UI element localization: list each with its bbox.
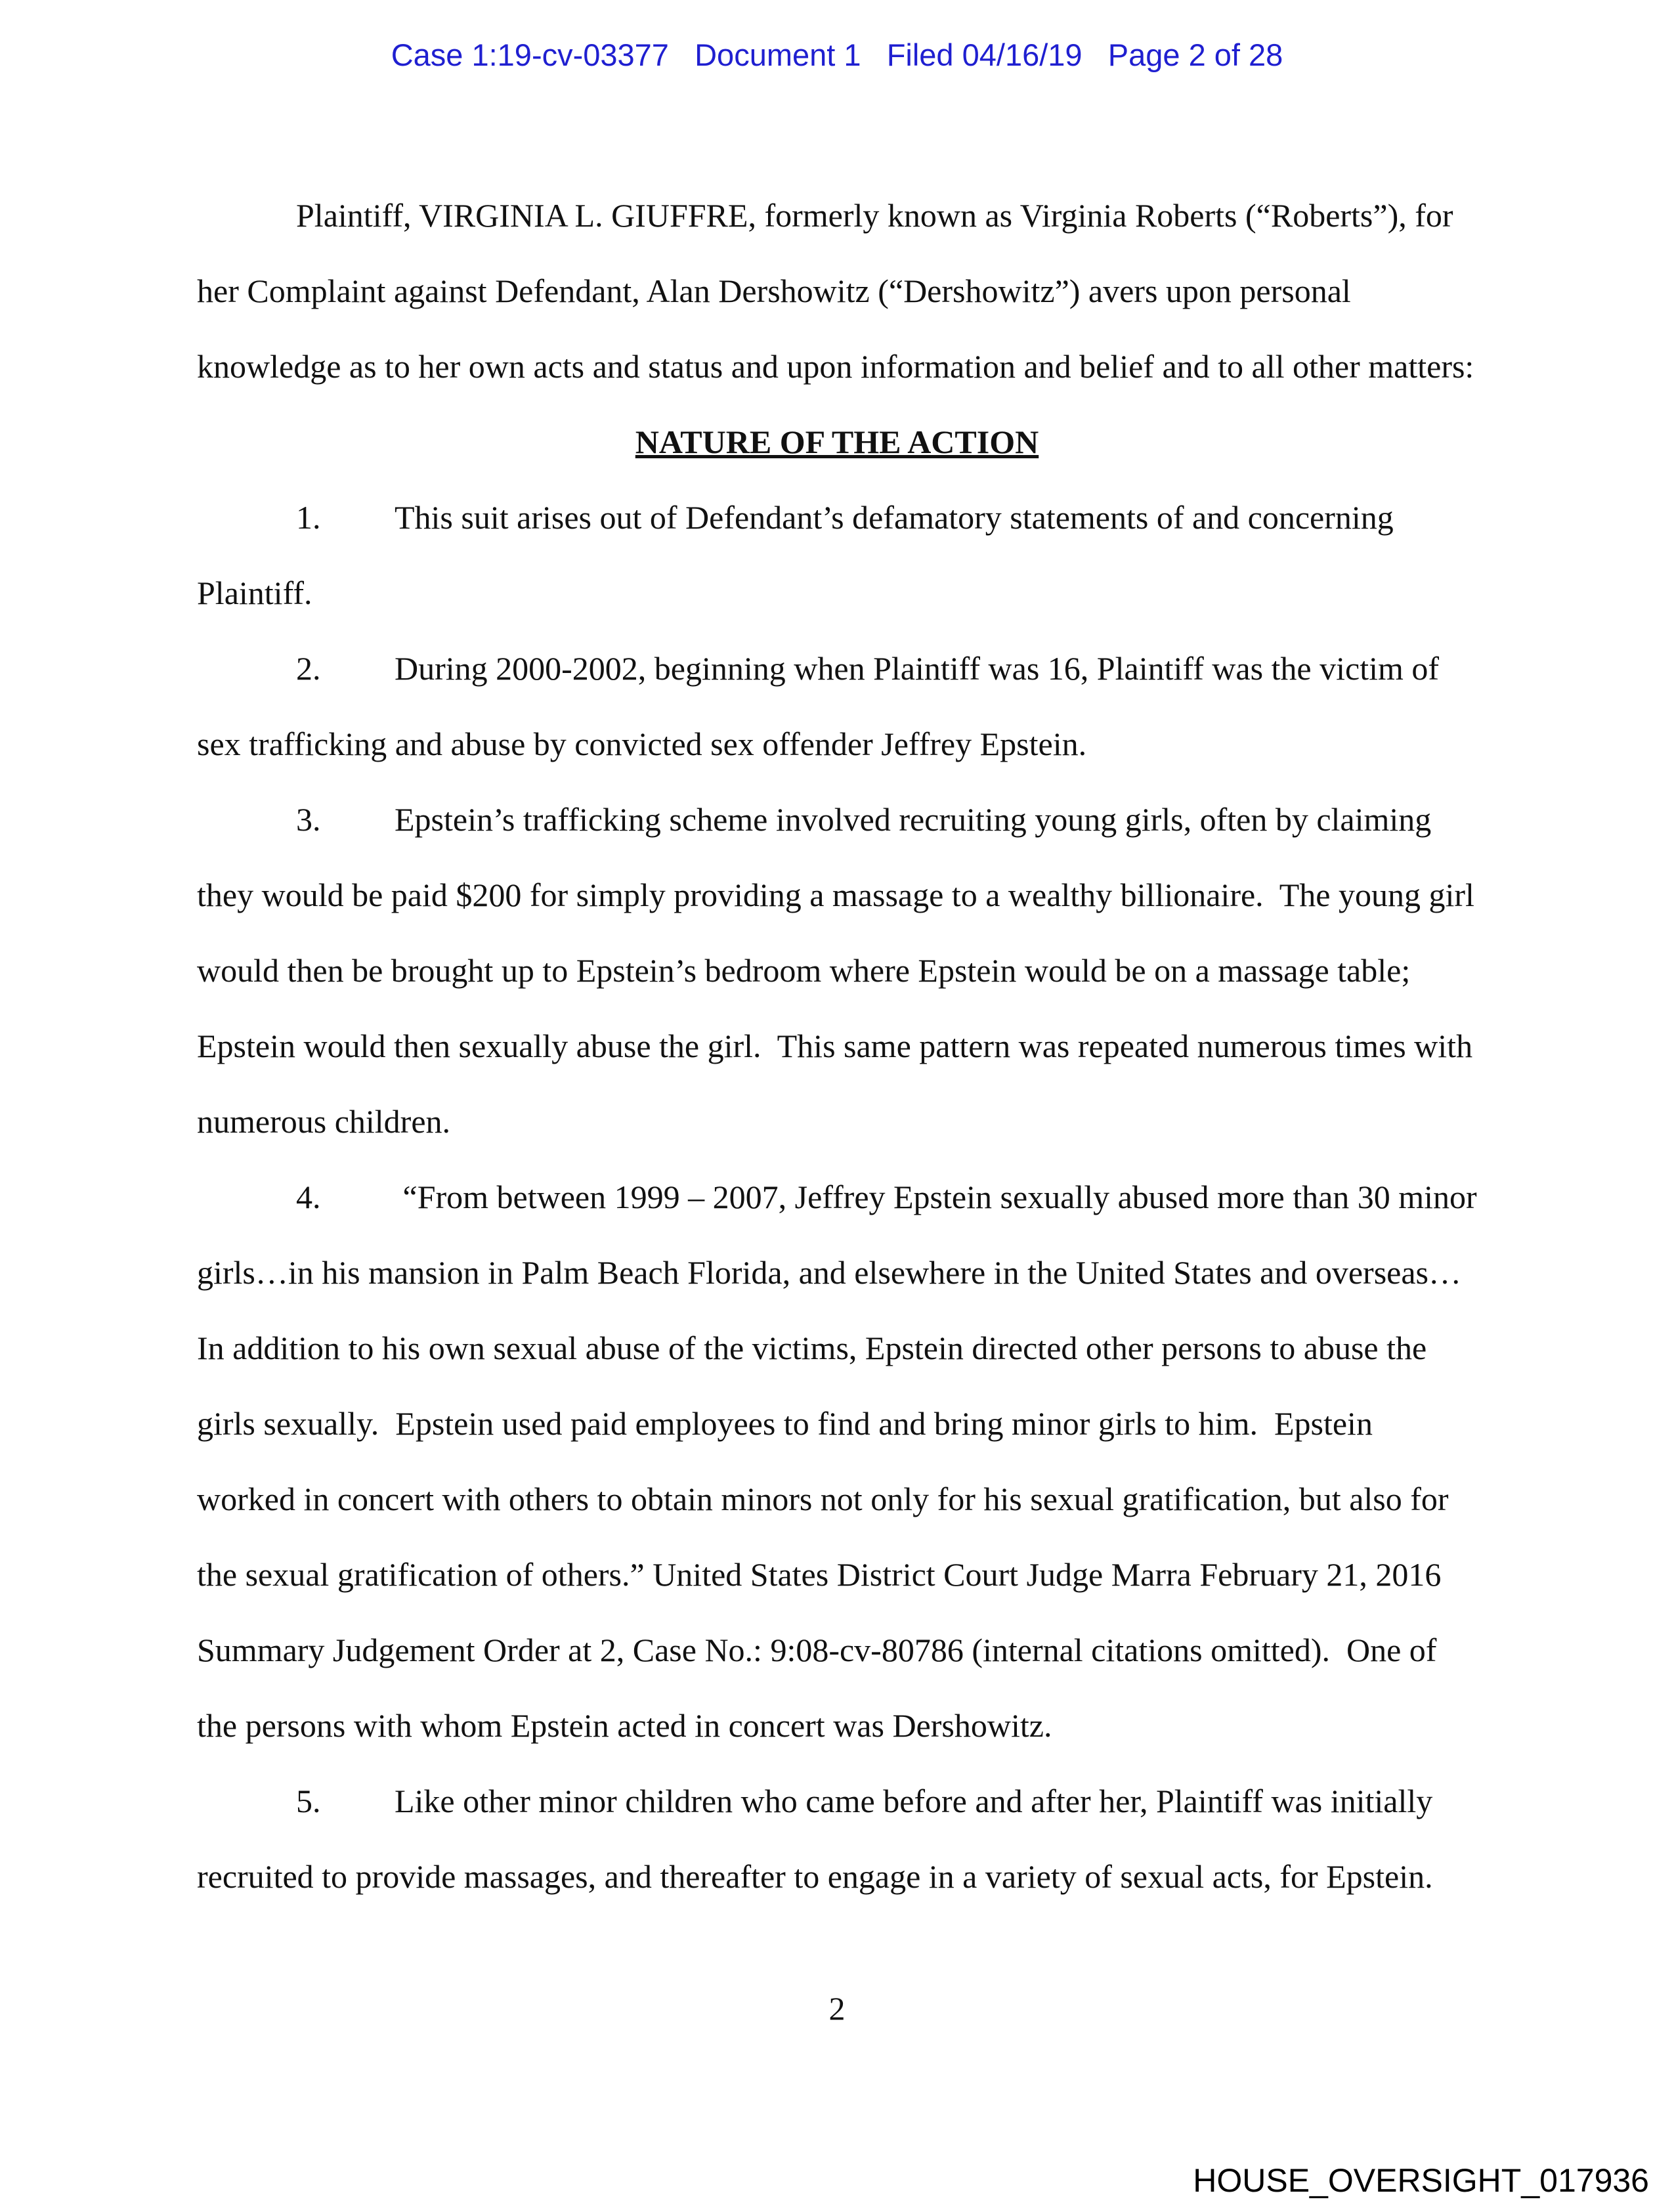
paragraph-line: Plaintiff.: [197, 575, 312, 611]
paragraph-line: This suit arises out of Defendant’s defamatory statements of and concerning: [395, 499, 1394, 536]
bates-number: HOUSE_OVERSIGHT_017936: [1193, 2162, 1649, 2199]
intro-line: her Complaint against Defendant, Alan Dershowitz (“Dershowitz”) avers upon personal: [197, 272, 1351, 309]
paragraph-line: Like other minor children who came before and after her, Plaintiff was initially: [395, 1783, 1433, 1819]
paragraph-line: Epstein’s trafficking scheme involved recruiting young girls, often by claiming: [395, 801, 1432, 838]
paragraph-number: 5.: [296, 1783, 321, 1819]
paragraph-line: would then be brought up to Epstein’s bedroom where Epstein would be on a massage table;: [197, 952, 1411, 989]
paragraph-line: girls…in his mansion in Palm Beach Florida, and elsewhere in the United States and overseas…: [197, 1254, 1462, 1291]
paragraph-number: 2.: [296, 650, 321, 687]
paragraph-line: numerous children.: [197, 1103, 451, 1140]
paragraph-line: girls sexually. Epstein used paid employees to find and bring minor girls to him. Epstein: [197, 1405, 1373, 1442]
paragraph-number: 3.: [296, 801, 321, 838]
intro-line: Plaintiff, VIRGINIA L. GIUFFRE, formerly known as Virginia Roberts (“Roberts”), for: [296, 197, 1453, 234]
paragraph-number: 4.: [296, 1179, 321, 1215]
paragraph-line: they would be paid $200 for simply providing a massage to a wealthy billionaire. The young girl: [197, 877, 1474, 913]
paragraph-line: Epstein would then sexually abuse the girl. This same pattern was repeated numerous times with: [197, 1028, 1473, 1064]
paragraph-line: recruited to provide massages, and thereafter to engage in a variety of sexual acts, for Epstein.: [197, 1858, 1433, 1895]
paragraph-line: the sexual gratification of others.” United States District Court Judge Marra February 21, 2016: [197, 1556, 1442, 1593]
paragraph-line: worked in concert with others to obtain minors not only for his sexual gratification, but also for: [197, 1481, 1449, 1517]
paragraph-line: the persons with whom Epstein acted in concert was Dershowitz.: [197, 1707, 1052, 1744]
paragraph-line: sex trafficking and abuse by convicted sex offender Jeffrey Epstein.: [197, 726, 1087, 762]
section-heading: NATURE OF THE ACTION: [635, 423, 1039, 460]
case-header-stamp: Case 1:19-cv-03377 Document 1 Filed 04/16/19 Page 2 of 28: [391, 37, 1283, 72]
paragraph-line: In addition to his own sexual abuse of the victims, Epstein directed other persons to abuse the: [197, 1330, 1427, 1366]
paragraph-line: During 2000-2002, beginning when Plaintiff was 16, Plaintiff was the victim of: [395, 650, 1440, 687]
paragraph-line: “From between 1999 – 2007, Jeffrey Epstein sexually abused more than 30 minor: [395, 1179, 1477, 1215]
page-number: 2: [828, 1990, 846, 2027]
intro-line: knowledge as to her own acts and status and upon information and belief and to all other matters:: [197, 348, 1474, 385]
paragraph-number: 1.: [296, 499, 321, 536]
paragraph-line: Summary Judgement Order at 2, Case No.: 9:08-cv-80786 (internal citations omitted). One of: [197, 1632, 1437, 1668]
